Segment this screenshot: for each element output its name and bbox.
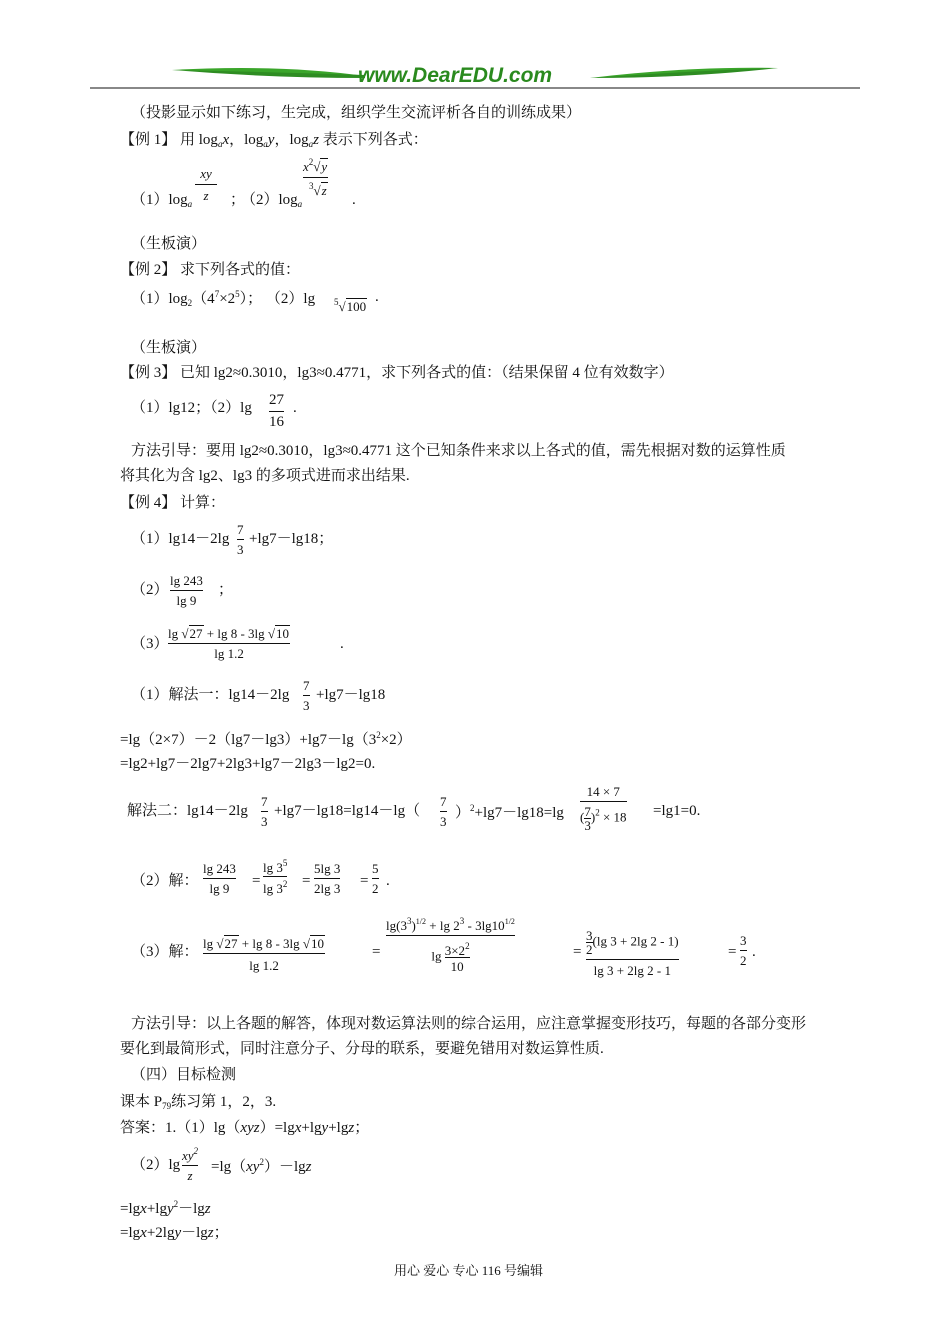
example-4-item-1b: +lg7－lg18； [249, 531, 334, 547]
answer-line-3: =lgx+lgy$^2$－lgz [120, 1199, 211, 1217]
page-footer: 用心 爱心 专心 116 号编辑 [394, 1263, 544, 1278]
solution-2-label: （2）解： [131, 873, 199, 889]
numerator: 5 [372, 861, 379, 876]
method-guide-1-line-1: 方法引导：要用 lg2≈0.3010，lg3≈0.4771 这个已知条件来求以上各式的值，需先根据对数的运算性质 [131, 443, 786, 459]
example-3-items [131, 401, 252, 416]
sol2-fraction-4 [372, 862, 379, 895]
text: 解法二：lg14－2lg [127, 803, 248, 819]
label: （2）lg [265, 291, 316, 307]
label: （1）log [131, 192, 188, 208]
text: ； [354, 1120, 370, 1136]
text: ）－lg [263, 1159, 306, 1175]
solution-1-method-2-mid: +lg7－lg18=lg14－lg（ [274, 803, 421, 819]
example-4-item-2-label: （2） [131, 582, 169, 598]
var: z [313, 132, 319, 148]
example-1-item-1: $(1)\log_a$ [131, 192, 193, 209]
text: 求下列各式的值： [180, 262, 301, 278]
text: × 18 [602, 809, 627, 825]
text: 已知 lg2≈0.3010，lg3≈0.4771，求下列各式的值：（结果保留 4 位有效数字） [180, 365, 674, 381]
example-1-statement: 【例 1】 用 $\log_ax$，$\log_ay$，$\log_az$ 表示下列各式： [120, 132, 428, 149]
fraction-xy-over-z [195, 167, 217, 202]
solution-3-label: （3）解： [131, 944, 199, 960]
label: （1）lg12；（2）lg [131, 400, 252, 416]
numerator: lg 243 [203, 861, 236, 876]
intro-line: （投影显示如下练习，生完成，组织学生交流评析各自的训练成果） [131, 105, 582, 121]
denominator: 2lg 3 [314, 878, 340, 895]
text: +lg [301, 1120, 322, 1136]
period: . [375, 289, 379, 305]
numerator: 3 [740, 933, 747, 948]
page-subscript: 79 [162, 1101, 172, 1111]
denominator: lg 3 [263, 881, 283, 896]
solution-1-method-1-tail: +lg7－lg18 [316, 687, 386, 703]
equals-sign: = [252, 873, 261, 889]
example-1-item-2: $(2)\log_a$ [241, 192, 303, 209]
text: +lg [146, 1201, 167, 1217]
denominator: lg 1.2 [168, 643, 290, 660]
text: －lg [178, 1201, 205, 1217]
example-4-item-1a: （1）lg14－2lg [131, 531, 230, 547]
equals-sign: = [573, 944, 582, 960]
numerator: xy [200, 166, 212, 181]
example-2-items: $(1)\log_2(4^7\times 2^5)$； （2）lg [131, 289, 316, 308]
denominator: 2 [740, 950, 747, 967]
text: +lg7－lg18=lg [474, 805, 564, 821]
text: －lg [181, 1225, 208, 1241]
fraction-14x7-over-expr: 14 × 7 ( $\frac{7}{3}$ )$^2$ × 18 [580, 784, 627, 833]
radicand: 100 [346, 299, 367, 314]
equals-sign: = [372, 944, 381, 960]
denominator: lg 9 [203, 878, 236, 895]
sol3-fraction-3: $\frac{3}{2}$ (lg 3 + 2lg 2 - 1) lg 3 + 2lg 2 - 1 [586, 928, 679, 978]
solution-1-method-2 [127, 804, 248, 819]
answer-line-2 [131, 1158, 180, 1173]
denominator: 2 [372, 878, 379, 895]
period: . [352, 192, 356, 208]
solution-1-method-2-end: =lg1=0. [653, 803, 701, 819]
header-logo[interactable]: www.DearEDU.com [358, 64, 553, 87]
example-2-statement [120, 263, 300, 278]
text: 计算： [180, 495, 226, 511]
numerator: lg 243 [170, 573, 203, 588]
sol2-fraction-2: $\lg 3^5$ $\lg 3^2$ [263, 858, 288, 896]
equals-sign: = [728, 944, 737, 960]
period: . [340, 636, 344, 652]
answer-line-4: =lgx+2lgy－lgz； [120, 1225, 229, 1241]
var: y [267, 132, 275, 148]
fraction-x2-sqrt-y-over-cbrt-z: $x^2√y$ $^3$√z [303, 157, 328, 198]
text: +2lg [146, 1225, 175, 1241]
numerator: lg 3 [263, 860, 283, 875]
fraction-27-16 [269, 393, 284, 430]
text: 练习第 1，2，3. [171, 1094, 277, 1110]
sol2-fraction-1 [203, 862, 236, 895]
text: ）； [239, 291, 263, 307]
var: x [222, 132, 230, 148]
text: 课本 P [120, 1094, 163, 1110]
text: （4 [192, 291, 215, 307]
numerator: 27 [269, 392, 284, 408]
section-heading-4: （四）目标检测 [131, 1067, 237, 1083]
separator: ； [230, 192, 246, 208]
text: =lg [120, 1201, 141, 1217]
denominator: lg 9 [170, 590, 203, 607]
fraction-7-3: 7 3 [303, 678, 310, 713]
solution-1-method-2-mid2: ）$^2$+lg7－lg18=lg [455, 803, 564, 821]
textbook-exercise [120, 1095, 276, 1111]
text: =lg（2×7）－2（lg7－lg3）+lg7－lg（3 [120, 732, 377, 748]
fraction-xy2-over-z: $xy^2$ z [182, 1146, 199, 1183]
fraction-7-3: 7 3 [261, 794, 268, 829]
text: ）=lg [259, 1120, 295, 1136]
header-banner [90, 62, 860, 90]
denominator: z [195, 184, 217, 202]
solution-1-line-2: $=\lg(2\times 7)-2(\lg 7-\lg 3)+\lg 7-\lg(3^2\times 2)$ [120, 730, 412, 748]
period: . [293, 400, 297, 416]
answer-line-1: 答案：1.（1）lg（xyz）=lgx+lgy+lgz； [120, 1120, 370, 1136]
example-tag: 【例 1】 [120, 132, 177, 148]
fifth-root-100: $^5$√100 [334, 297, 367, 314]
text: ×2） [380, 732, 412, 748]
equals-sign: = [360, 873, 369, 889]
board-note-2: （生板演） [131, 340, 207, 356]
method-guide-2-line-1: 方法引导：以上各题的解答，体现对数运算法则的综合运用，应注意掌握变形技巧，每题的各部分变形 [131, 1016, 807, 1032]
numerator: 14 × 7 [586, 784, 620, 799]
fraction-7-3: 7 3 [237, 522, 244, 557]
text: ×2 [219, 291, 236, 307]
text: （2）lg [131, 1157, 181, 1173]
denominator: 16 [269, 411, 284, 430]
fraction-7-3: 7 3 [440, 794, 447, 829]
numerator: 5lg 3 [314, 861, 341, 876]
text: =lg（ [211, 1159, 247, 1175]
example-4-item-3-label: （3） [131, 636, 169, 652]
example-tag: 【例 4】 [120, 495, 177, 511]
label: （2）log [241, 192, 298, 208]
method-guide-1-line-2: 将其化为含 lg2、lg3 的多项式进而求出结果. [120, 468, 410, 484]
fraction-lg243-lg9 [170, 574, 203, 607]
equals-sign: = [302, 873, 311, 889]
label: （1）log [131, 291, 188, 307]
board-note-1: （生板演） [131, 236, 207, 252]
sol3-fraction-2: $\lg(3^3)^{1/2} + \lg 2^3 - 3\lg 10^{1/2}$ lg $\frac{3\times 2^2}{10}$ [386, 916, 515, 974]
example-tag: 【例 2】 [120, 262, 177, 278]
example-4-statement [120, 496, 225, 511]
solution-1-method-1: （1）解法一：lg14－2lg [131, 687, 290, 703]
text: ） [455, 805, 471, 821]
sol3-fraction-1: lg √27 + lg 8 - 3lg √10 lg 1.2 [203, 936, 325, 973]
answer-line-2-tail: $=\lg(xy^2)-\lg z$ [211, 1157, 312, 1175]
fraction-example-4-item-3: lg √27 + lg 8 - 3lg √10 lg 1.2 [168, 626, 290, 661]
text: 用 log [180, 132, 218, 148]
semicolon: ； [218, 582, 234, 598]
text: +lg [328, 1120, 349, 1136]
example-tag: 【例 3】 [120, 365, 177, 381]
sol2-fraction-3 [314, 862, 340, 895]
text: 表示下列各式： [322, 132, 428, 148]
text: 答案：1.（1）lg（ [120, 1120, 241, 1136]
method-guide-2-line-2: 要化到最简形式，同时注意分子、分母的联系，要避免错用对数运算性质. [120, 1041, 604, 1057]
period: . [386, 873, 390, 889]
solution-1-line-3: =lg2+lg7－2lg7+2lg3+lg7－2lg3－lg2=0. [120, 756, 376, 772]
text: =lg [120, 1225, 141, 1241]
example-3-statement [120, 366, 674, 381]
denominator: lg 1.2 [203, 953, 325, 972]
sol3-fraction-4 [740, 934, 747, 967]
period: . [752, 944, 756, 960]
